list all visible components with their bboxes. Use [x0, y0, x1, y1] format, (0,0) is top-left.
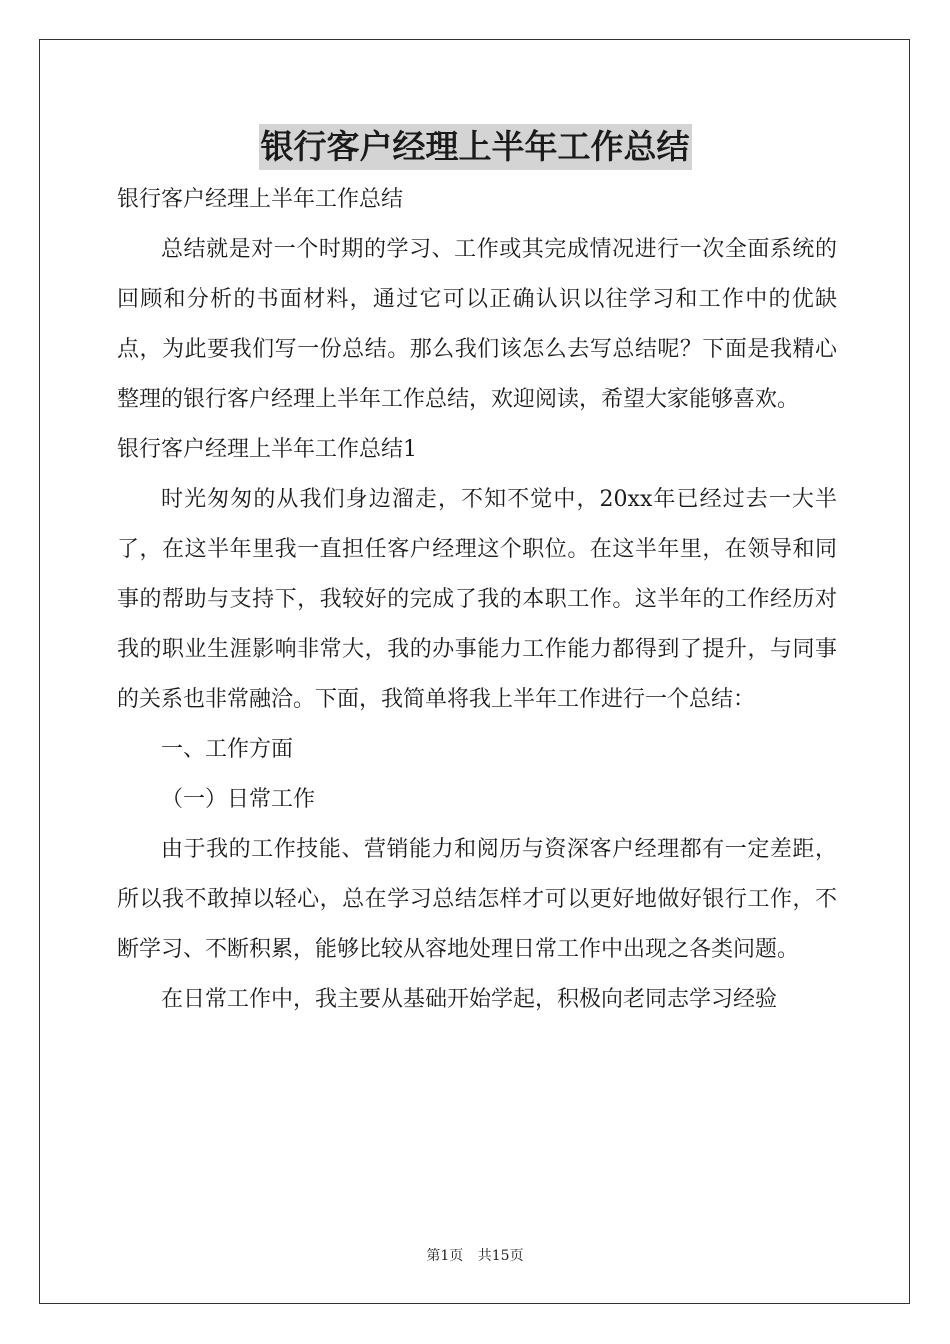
subtitle-paragraph: 银行客户经理上半年工作总结 [117, 187, 404, 212]
page-footer [0, 1245, 950, 1265]
page-number: 第1页 [426, 1248, 464, 1264]
section-heading-work: 一、工作方面 [161, 737, 294, 762]
intro-paragraph: 总结就是对一个时期的学习、工作或其完成情况进行一次全面系统的回顾和分析的书面材料，通过它可以正确认识以往学习和工作中的优缺点，为此要我们写一份总结。那么我们该怎么去写总结呢？下面是我精心整理的银行客户经理上半年工作总结，欢迎阅读，希望大家能够喜欢。 [117, 237, 837, 412]
body-paragraph: 在日常工作中，我主要从基础开始学起，积极向老同志学习经验 [161, 987, 778, 1012]
subsection-heading-daily: （一）日常工作 [161, 787, 316, 812]
body-paragraph: 由于我的工作技能、营销能力和阅历与资深客户经理都有一定差距，所以我不敢掉以轻心，总在学习总结怎样才可以更好地做好银行工作，不断学习、不断积累，能够比较从容地处理日常工作中出现之各类问题。 [117, 837, 837, 962]
title-container [0, 124, 950, 170]
page-total: 共15页 [477, 1248, 524, 1264]
body-paragraph: 时光匆匆的从我们身边溜走，不知不觉中，20xx年已经过去一大半了，在这半年里我一直担任客户经理这个职位。在这半年里，在领导和同事的帮助与支持下，我较好的完成了我的本职工作。这半年的工作经历对我的职业生涯影响非常大，我的办事能力工作能力都得到了提升，与同事的关系也非常融洽。下面，我简单将我上半年工作进行一个总结： [117, 487, 837, 712]
section-heading: 银行客户经理上半年工作总结1 [117, 437, 417, 462]
document-body [117, 175, 837, 1025]
document-title: 银行客户经理上半年工作总结 [259, 124, 692, 170]
